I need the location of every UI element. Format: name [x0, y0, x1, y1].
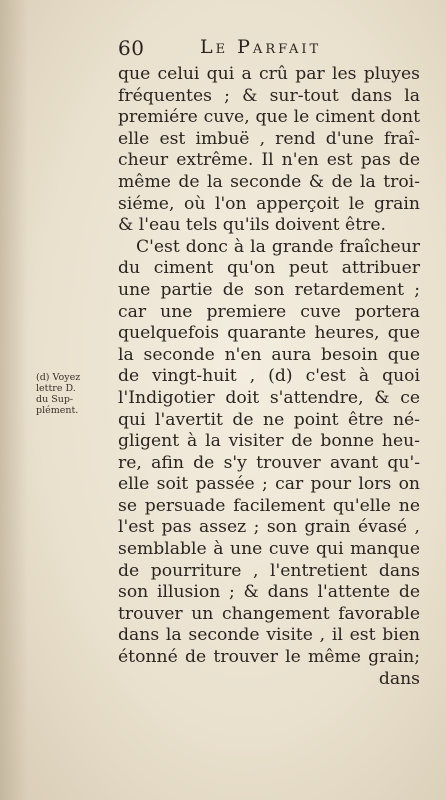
text-line: & l'eau tels qu'ils doivent être. — [118, 215, 386, 236]
margin-note-line: du Sup- — [36, 394, 74, 405]
text-line: de vingt-huit , (d) c'est à quoi — [118, 366, 420, 387]
text-line: siéme, où l'on apperçoit le grain — [118, 193, 420, 214]
text-line: que celui qui a crû par les pluyes — [118, 64, 420, 84]
margin-note-line: plément. — [36, 405, 79, 416]
margin-note-line: (d) Voyez — [36, 372, 81, 383]
margin-note — [36, 372, 116, 416]
text-line: elle est imbuë , rend d'une fraî- — [118, 128, 420, 149]
text-line: cheur extrême. Il n'en est pas de — [118, 150, 420, 171]
body-text — [118, 64, 420, 690]
text-line: se persuade facilement qu'elle ne — [118, 495, 420, 516]
text-line: l'Indigotier doit s'attendre, & ce — [118, 387, 420, 408]
text-line: son illusion ; & dans l'attente de — [118, 582, 420, 603]
text-line: trouver un changement favorable — [118, 603, 420, 624]
text-line: étonné de trouver le même grain; — [118, 647, 420, 668]
running-title: Le Parfait — [200, 36, 322, 58]
text-line: gligent à la visiter de bonne heu- — [118, 431, 420, 452]
page-number: 60 — [118, 36, 145, 60]
text-line: de pourriture , l'entretient dans — [118, 560, 420, 581]
page-header — [118, 36, 418, 62]
text-line: du ciment qu'on peut attribuer — [118, 258, 420, 279]
text-line: la seconde n'en aura besoin que — [118, 344, 420, 365]
text-line: elle soit passée ; car pour lors on — [118, 474, 420, 495]
text-line: qui l'avertit de ne point être né- — [118, 409, 420, 430]
text-line: l'est pas assez ; son grain évasé , — [118, 517, 420, 538]
text-line: dans la seconde visite , il est bien — [118, 625, 420, 646]
text-line: une partie de son retardement ; — [118, 279, 420, 300]
text-line: quelquefois quarante heures, que — [118, 323, 420, 344]
text-line: re, afin de s'y trouver avant qu'- — [118, 452, 420, 473]
catchword: dans — [378, 668, 420, 689]
gutter-shadow — [0, 0, 28, 800]
text-line: même de la seconde & de la troi- — [118, 171, 420, 192]
text-line: car une premiere cuve portera — [118, 301, 420, 322]
margin-note-line: lettre D. — [36, 383, 76, 394]
text-line: fréquentes ; & sur-tout dans la — [118, 85, 420, 106]
text-line: premiére cuve, que le ciment dont — [118, 107, 420, 128]
text-line: semblable à une cuve qui manque — [118, 539, 420, 560]
paragraph-start-line: C'est donc à la grande fraîcheur — [136, 236, 420, 257]
